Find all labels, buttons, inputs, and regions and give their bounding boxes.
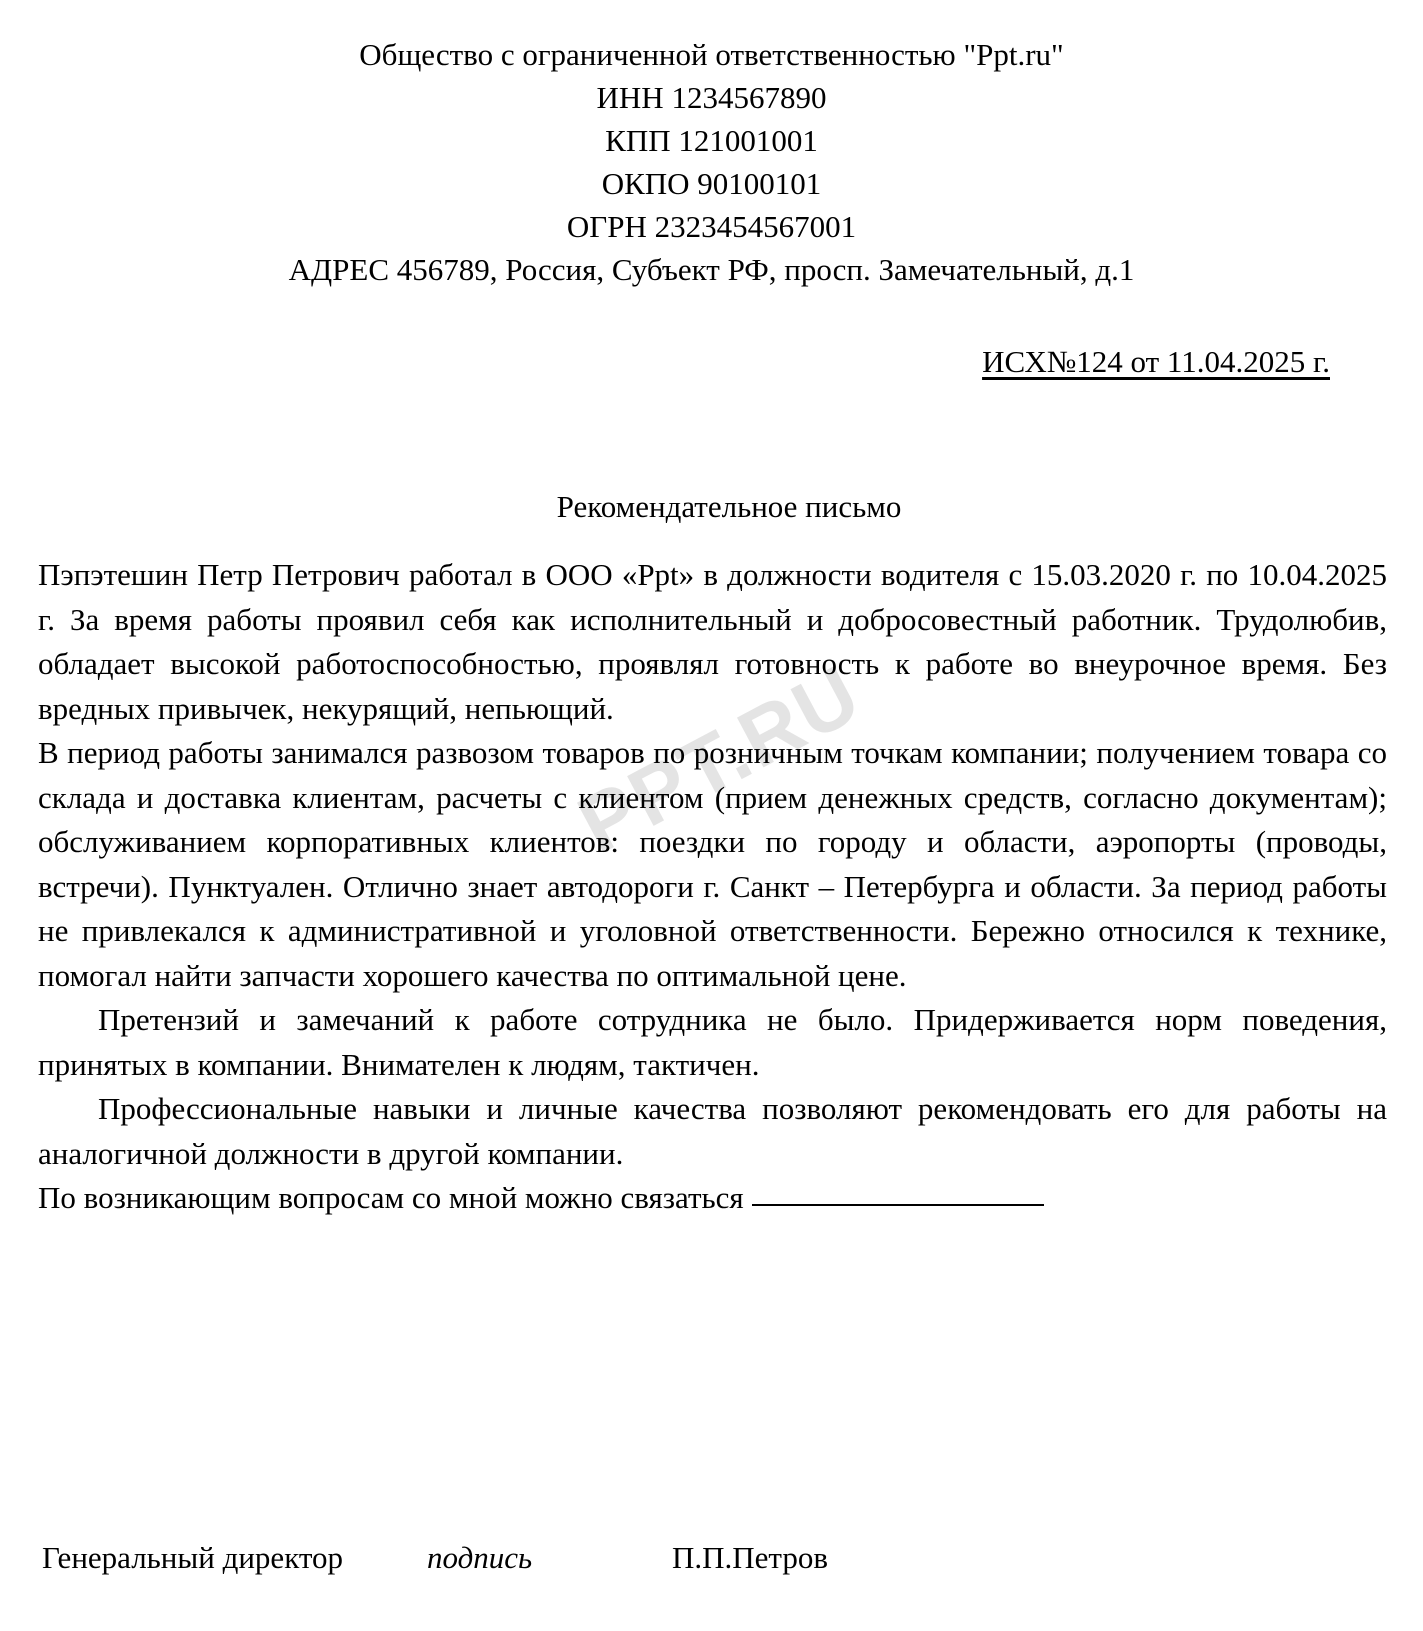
paragraph-contact [38,1176,1387,1221]
letterhead-company: Общество с ограниченной ответственностью "Ppt.ru" [359,37,1064,72]
signatory-role: Генеральный директор [42,1540,343,1575]
paragraph-recommendation: Профессиональные навыки и личные качества позволяют рекомендовать его для работы на аналогичной должности в другой компании. [38,1091,1387,1171]
document-title: Рекомендательное письмо [556,489,902,524]
letterhead-ogrn: ОГРН 2323454567001 [566,209,857,244]
outgoing-reference-number: ИСХ№124 от 11.04.2025 г. [982,344,1330,379]
document-body [0,553,1423,1221]
letterhead-address: АДРЕС 456789, Россия, Субъект РФ, просп. Замечательный, д.1 [288,252,1135,287]
paragraph-employment-summary: Пэпэтешин Петр Петрович работал в ООО «Ppt» в должности водителя с 15.03.2020 г. по 10.04.2025 г. За время работы проявил себя как исполнительный и добросовестный работник. Трудолюбив, обладает высокой работоспособностью, проявлял готовность к работе во внеурочное время. Без вредных привычек, некурящий, непьющий. [38,557,1387,726]
contact-text: По возникающим вопросам со мной можно связаться [38,1180,744,1215]
watermark-ppt-ru: PPT.RU [564,648,876,872]
signatory-name: П.П.Петров [672,1540,828,1575]
letterhead-okpo: ОКПО 90100101 [601,166,822,201]
letterhead-kpp: КПП 121001001 [605,123,818,158]
signature-placeholder-label: подпись [427,1540,533,1575]
letterhead-inn: ИНН 1234567890 [596,80,827,115]
letterhead-block [0,0,1423,291]
paragraph-duties: В период работы занимался развозом товаров по розничным точкам компании; получением товара со склада и доставка клиентам, расчеты с клиентом (прием денежных средств, согласно документам); обслуживанием корпоративных клиентов: поездки по городу и области, аэропорты (проводы, встречи). Пунктуален. Отлично знает автодороги г. Санкт – Петербурга и области. За период работы не привлекался к административной и уголовной ответственности. Бережно относился к технике, помогал найти запчасти хорошего качества по оптимальной цене. [38,735,1387,993]
reference-block [0,343,1423,381]
contact-fill-blank[interactable] [752,1204,1044,1206]
paragraph-conduct: Претензий и замечаний к работе сотрудника не было. Придерживается норм поведения, принятых в компании. Внимателен к людям, тактичен. [38,1002,1387,1082]
signature-row [42,1540,1042,1576]
